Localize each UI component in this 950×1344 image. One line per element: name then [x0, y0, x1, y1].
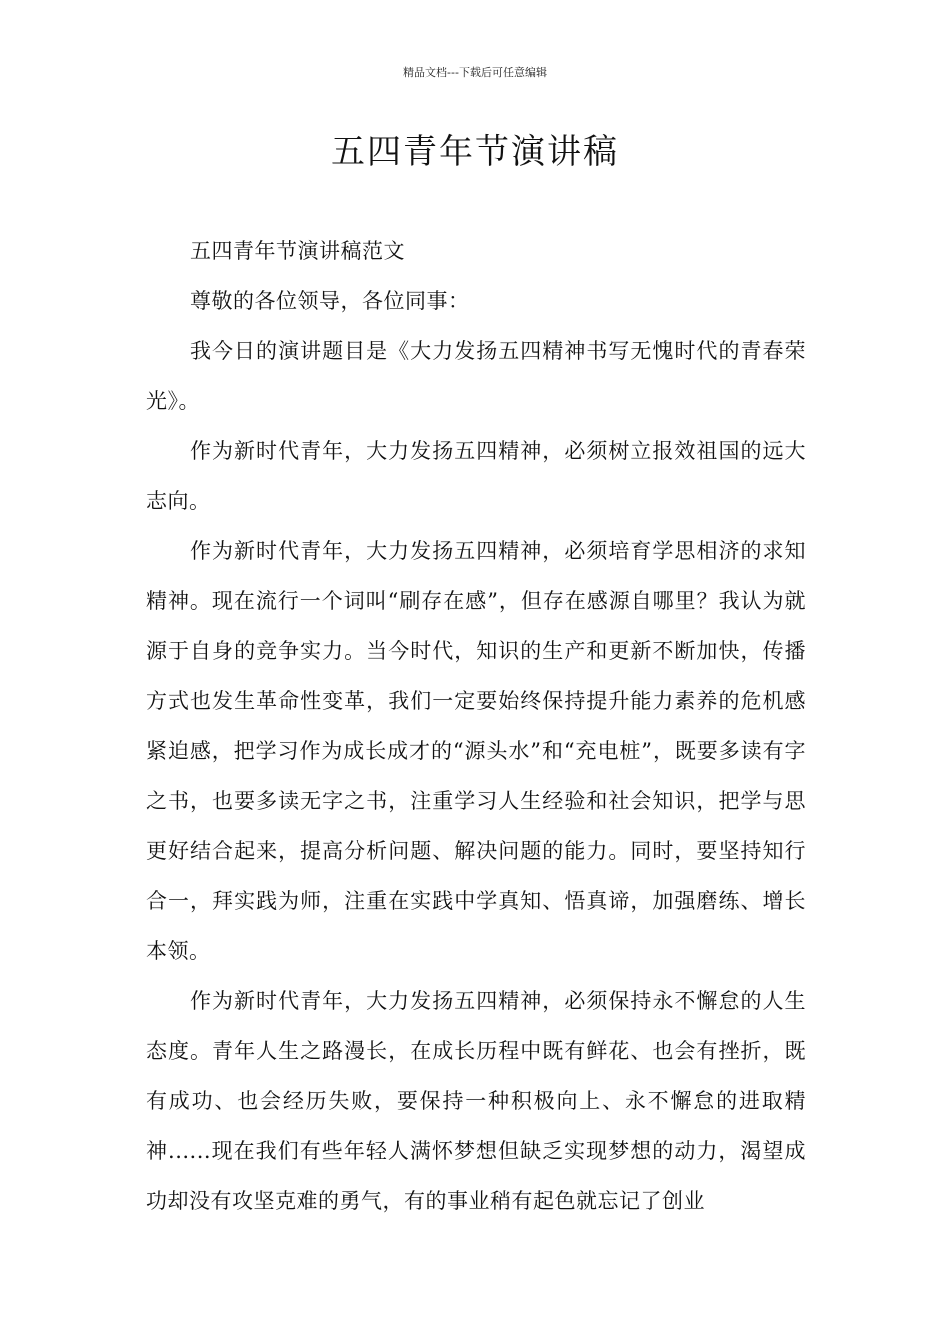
page-header: 精品文档---下载后可任意编辑 — [403, 66, 547, 79]
paragraph-subtitle: 五四青年节演讲稿范文 — [190, 239, 405, 263]
paragraph-salutation: 尊敬的各位领导，各位同事： — [190, 289, 470, 313]
document-body — [146, 226, 806, 1226]
paragraph-learning: 作为新时代青年，大力发扬五四精神，必须培育学思相济的求知精神。现在流行一个词叫“刷存在感”，但存在感源自哪里？我认为就源于自身的竞争实力。当今时代，知识的生产和更新不断加快，传播方式也发生革命性变革，我们一定要始终保持提升能力素养的危机感紧迫感，把学习作为成长成才的“源头水”和“充电桩”，既要多读有字之书，也要多读无字之书，注重学习人生经验和社会知识，把学与思更好结合起来，提高分析问题、解决问题的能力。同时，要坚持知行合一，拜实践为师，注重在实践中学真知、悟真谛，加强磨练、增长本领。 — [146, 539, 806, 963]
paragraph-attitude: 作为新时代青年，大力发扬五四精神，必须保持永不懈怠的人生态度。青年人生之路漫长，在成长历程中既有鲜花、也会有挫折，既有成功、也会经历失败，要保持一种积极向上、永不懈怠的进取精神......现在我们有些年轻人满怀梦想但缺乏实现梦想的动力，渴望成功却没有攻坚克难的勇气，有的事业稍有起色就忘记了创业 — [146, 989, 806, 1213]
paragraph-topic: 我今日的演讲题目是《大力发扬五四精神书写无愧时代的青春荣光》。 — [146, 339, 806, 413]
paragraph-ambition: 作为新时代青年，大力发扬五四精神，必须树立报效祖国的远大志向。 — [146, 439, 806, 513]
document-title: 五四青年节演讲稿 — [331, 132, 619, 172]
